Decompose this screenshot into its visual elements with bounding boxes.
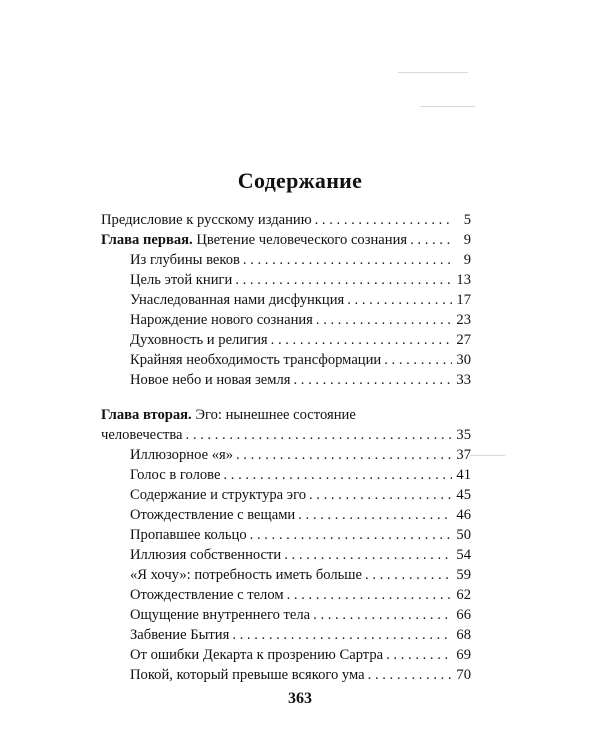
toc-entry xyxy=(130,505,471,525)
entry-page: 9 xyxy=(463,252,471,268)
toc-entry-chapter-2 xyxy=(101,425,471,445)
entry-page: 5 xyxy=(463,212,471,228)
entry-page: 33 xyxy=(456,372,471,388)
leader-dots xyxy=(243,250,452,270)
leader-dots xyxy=(250,525,452,545)
leader-dots xyxy=(384,350,452,370)
toc-entry xyxy=(130,250,471,270)
toc-entry xyxy=(130,645,471,665)
toc-entry xyxy=(130,545,471,565)
leader-dots xyxy=(313,605,452,625)
toc-entry xyxy=(130,310,471,330)
toc-entry xyxy=(130,270,471,290)
entry-label xyxy=(101,230,407,250)
entry-label: Нарождение нового сознания xyxy=(130,312,313,328)
entry-page: 69 xyxy=(456,647,471,663)
entry-label: «Я хочу»: потребность иметь больше xyxy=(130,567,363,583)
leader-dots xyxy=(298,505,452,525)
entry-label: Предисловие к русскому изданию xyxy=(101,212,312,228)
entry-page: 62 xyxy=(456,587,471,603)
entry-page: 45 xyxy=(456,487,471,503)
entry-label: Духовность и религия xyxy=(130,332,268,348)
toc-entry xyxy=(130,485,471,505)
entry-page: 9 xyxy=(463,232,471,248)
entry-label: Крайняя необходимость трансформации xyxy=(130,352,382,368)
toc-entry xyxy=(130,465,471,485)
chapter-title: Эго: нынешнее состояние xyxy=(191,407,356,423)
entry-page: 27 xyxy=(456,332,471,348)
leader-dots xyxy=(410,230,452,250)
entry-label: Забвение Бытия xyxy=(130,627,230,643)
toc-entry xyxy=(130,605,471,625)
leader-dots xyxy=(232,625,452,645)
entry-page: 46 xyxy=(456,507,471,523)
toc-entry xyxy=(130,525,471,545)
toc-entry xyxy=(130,370,471,390)
entry-page: 50 xyxy=(456,527,471,543)
chapter-title: Цветение человеческого сознания xyxy=(192,232,408,248)
entry-label: Новое небо и новая земля xyxy=(130,372,291,388)
leader-dots xyxy=(309,485,452,505)
leader-dots xyxy=(368,665,452,685)
leader-dots xyxy=(386,645,452,665)
leader-dots xyxy=(223,465,452,485)
toc-title: Содержание xyxy=(237,168,363,193)
show-through-mark xyxy=(398,72,468,73)
toc-entry xyxy=(130,565,471,585)
leader-dots xyxy=(284,545,452,565)
leader-dots xyxy=(271,330,452,350)
toc-entry xyxy=(130,290,471,310)
entry-label: Пропавшее кольцо xyxy=(130,527,247,543)
leader-dots xyxy=(365,565,452,585)
entry-page: 70 xyxy=(456,667,471,683)
entry-label: Ощущение внутреннего тела xyxy=(130,607,311,623)
leader-dots xyxy=(287,585,452,605)
entry-page: 66 xyxy=(456,607,471,623)
toc-entry xyxy=(130,625,471,645)
entry-label: Покой, который превыше всякого ума xyxy=(130,667,365,683)
toc-entry-chapter-2-head xyxy=(101,405,356,425)
toc-entry xyxy=(130,330,471,350)
leader-dots xyxy=(347,290,452,310)
entry-label: Содержание и структура эго xyxy=(130,487,306,503)
chapter-label: Глава первая. xyxy=(101,232,193,248)
toc-entry xyxy=(130,445,471,465)
entry-label: От ошибки Декарта к прозрению Сартра xyxy=(130,647,384,663)
entry-page: 17 xyxy=(456,292,471,308)
leader-dots xyxy=(293,370,452,390)
entry-label: Отождествление с телом xyxy=(130,587,284,603)
toc-entry xyxy=(130,350,471,370)
entry-page: 35 xyxy=(456,427,471,443)
entry-page: 59 xyxy=(456,567,471,583)
entry-page: 13 xyxy=(456,272,471,288)
entry-page: 37 xyxy=(456,447,471,463)
toc-entry xyxy=(130,665,471,685)
entry-label: Иллюзия собственности xyxy=(130,547,282,563)
show-through-mark xyxy=(470,455,505,456)
entry-label: Иллюзорное «я» xyxy=(130,447,233,463)
entry-label: Из глубины веков xyxy=(130,252,240,268)
toc-entry xyxy=(130,585,471,605)
leader-dots xyxy=(236,445,452,465)
leader-dots xyxy=(316,310,452,330)
leader-dots xyxy=(235,270,452,290)
entry-label: Цель этой книги xyxy=(130,272,233,288)
chapter-label: Глава вторая. xyxy=(101,407,192,423)
entry-page: 23 xyxy=(456,312,471,328)
show-through-mark xyxy=(420,106,475,107)
leader-dots xyxy=(315,210,452,230)
page-number: 363 xyxy=(288,690,312,707)
entry-page: 68 xyxy=(456,627,471,643)
entry-label: человечества xyxy=(101,427,183,443)
entry-label: Отождествление с вещами xyxy=(130,507,296,523)
entry-page: 54 xyxy=(456,547,471,563)
leader-dots xyxy=(186,425,452,445)
entry-page: 30 xyxy=(456,352,471,368)
toc-entry-chapter-1 xyxy=(101,230,471,250)
entry-label: Голос в голове xyxy=(130,467,221,483)
entry-page: 41 xyxy=(456,467,471,483)
entry-label: Унаследованная нами дисфункция xyxy=(130,292,345,308)
toc-entry-preface xyxy=(101,210,471,230)
